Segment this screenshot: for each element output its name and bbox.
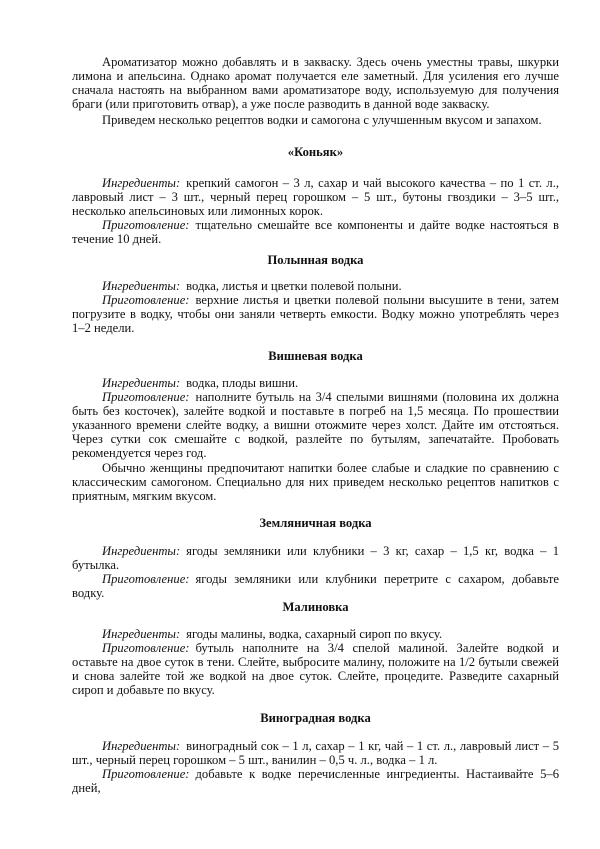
ingredients-label: Ингредиенты:: [102, 376, 181, 390]
preparation-text: бутыль наполните на 3/4 спелой малиной. Залейте водкой и оставьте на двое суток в тени. Слейте, выбросите малину, положите на 1/2 бутыли свежей и снова залейте той же водкой на двое суток. Слейте, процедите. Разведите сахарный сироп и добавьте по вкусу.: [72, 641, 559, 697]
preparation: [72, 641, 559, 697]
preparation-label: Приготовление:: [102, 218, 190, 232]
ingredients: [72, 544, 559, 572]
preparation-text: добавьте к водке перечисленные ингредиенты. Настаивайте 5–6 дней,: [72, 767, 559, 795]
ingredients-text: ягоды малины, водка, сахарный сироп по вкусу.: [186, 627, 443, 641]
preparation-label: Приготовление:: [102, 767, 190, 781]
preparation: [72, 293, 559, 335]
ingredients-text: ягоды земляники или клубники – 3 кг, сахар – 1,5 кг, водка – 1 бутылка.: [72, 544, 559, 572]
recipe-zemlyanichnaya: [72, 516, 559, 600]
preparation-text: верхние листья и цветки полевой полыни высушите в тени, затем погрузите в водку, чтобы они заняли четверть емкости. Водку можно употреблять через 1–2 недели.: [72, 293, 559, 335]
ingredients-text: виноградный сок – 1 л, сахар – 1 кг, чай – 1 ст. л., лавровый лист – 5 шт., черный перец горошком – 5 шт., ванилин – 0,5 ч. л., водка – 1 л.: [72, 739, 559, 767]
preparation-label: Приготовление:: [102, 390, 190, 404]
intro: [72, 55, 559, 127]
preparation: [72, 767, 559, 795]
intro-paragraph: Приведем несколько рецептов водки и самогона с улучшенным вкусом и запахом.: [102, 113, 542, 127]
ingredients: [72, 627, 559, 641]
recipe-title: Вишневая водка: [268, 349, 363, 363]
preparation-label: Приготовление:: [102, 572, 190, 586]
intro-paragraph: Ароматизатор можно добавлять и в закваску. Здесь очень уместны травы, шкурки лимона и апельсина. Однако аромат получается еле заметный. Для усиления его лучше сначала настоять на выбранном вами ароматизаторе воду, используемую для получения браги (или приготовить отвар), а уже после разводить в данной воде закваску.: [72, 55, 559, 111]
ingredients-label: Ингредиенты:: [102, 544, 181, 558]
ingredients: [72, 739, 559, 767]
ingredients-text: крепкий самогон – 3 л, сахар и чай высокого качества – по 1 ст. л., лавровый лист – 3 шт., черный перец горошком – 5 шт., бутоны гвоздики – 3–5 шт., несколько апельсиновых или лимонных корок.: [72, 176, 559, 218]
ingredients-label: Ингредиенты:: [102, 739, 181, 753]
recipe-malinovka: [72, 600, 559, 697]
ingredients-text: водка, плоды вишни.: [186, 376, 299, 390]
ingredients: [72, 279, 559, 293]
preparation: [72, 218, 559, 246]
ingredients: [72, 176, 559, 218]
preparation-label: Приготовление:: [102, 641, 190, 655]
ingredients-label: Ингредиенты:: [102, 176, 181, 190]
preparation-label: Приготовление:: [102, 293, 190, 307]
recipe-title: «Коньяк»: [287, 145, 344, 159]
preparation: [72, 572, 559, 600]
preparation-text: наполните бутыль на 3/4 спелыми вишнями (половина их должна быть без косточек), залейте водкой и поставьте в погреб на 1,5 месяца. По прошествии указанного времени слейте водку, а вишни отожмите через холст. Дайте им отстояться. Через сутки сок смешайте с водкой, разлейте по бутылям, запечатайте. Пробовать рекомендуется через год.: [72, 390, 559, 460]
recipe-title: Земляничная водка: [259, 516, 372, 530]
recipe-title: Малиновка: [282, 600, 349, 614]
women-note: Обычно женщины предпочитают напитки более слабые и сладкие по сравнению с классическим самогоном. Специально для них приведем несколько рецептов напитков с приятным, мягким вкусом.: [72, 461, 559, 503]
preparation-text: ягоды земляники или клубники перетрите с сахаром, добавьте водку.: [72, 572, 559, 600]
recipe-title: Полынная водка: [267, 253, 364, 267]
ingredients-label: Ингредиенты:: [102, 279, 181, 293]
recipe-vishnevaya: [72, 349, 559, 503]
preparation-text: тщательно смешайте все компоненты и дайте водке настояться в течение 10 дней.: [72, 218, 559, 246]
ingredients-label: Ингредиенты:: [102, 627, 181, 641]
recipe-title: Виноградная водка: [260, 711, 371, 725]
ingredients: [72, 376, 559, 390]
preparation: [72, 390, 559, 460]
recipe-vinogradnaya: [72, 711, 559, 795]
recipe-konyak: [72, 145, 559, 246]
ingredients-text: водка, листья и цветки полевой полыни.: [186, 279, 402, 293]
recipe-polynnaya: [72, 253, 559, 335]
